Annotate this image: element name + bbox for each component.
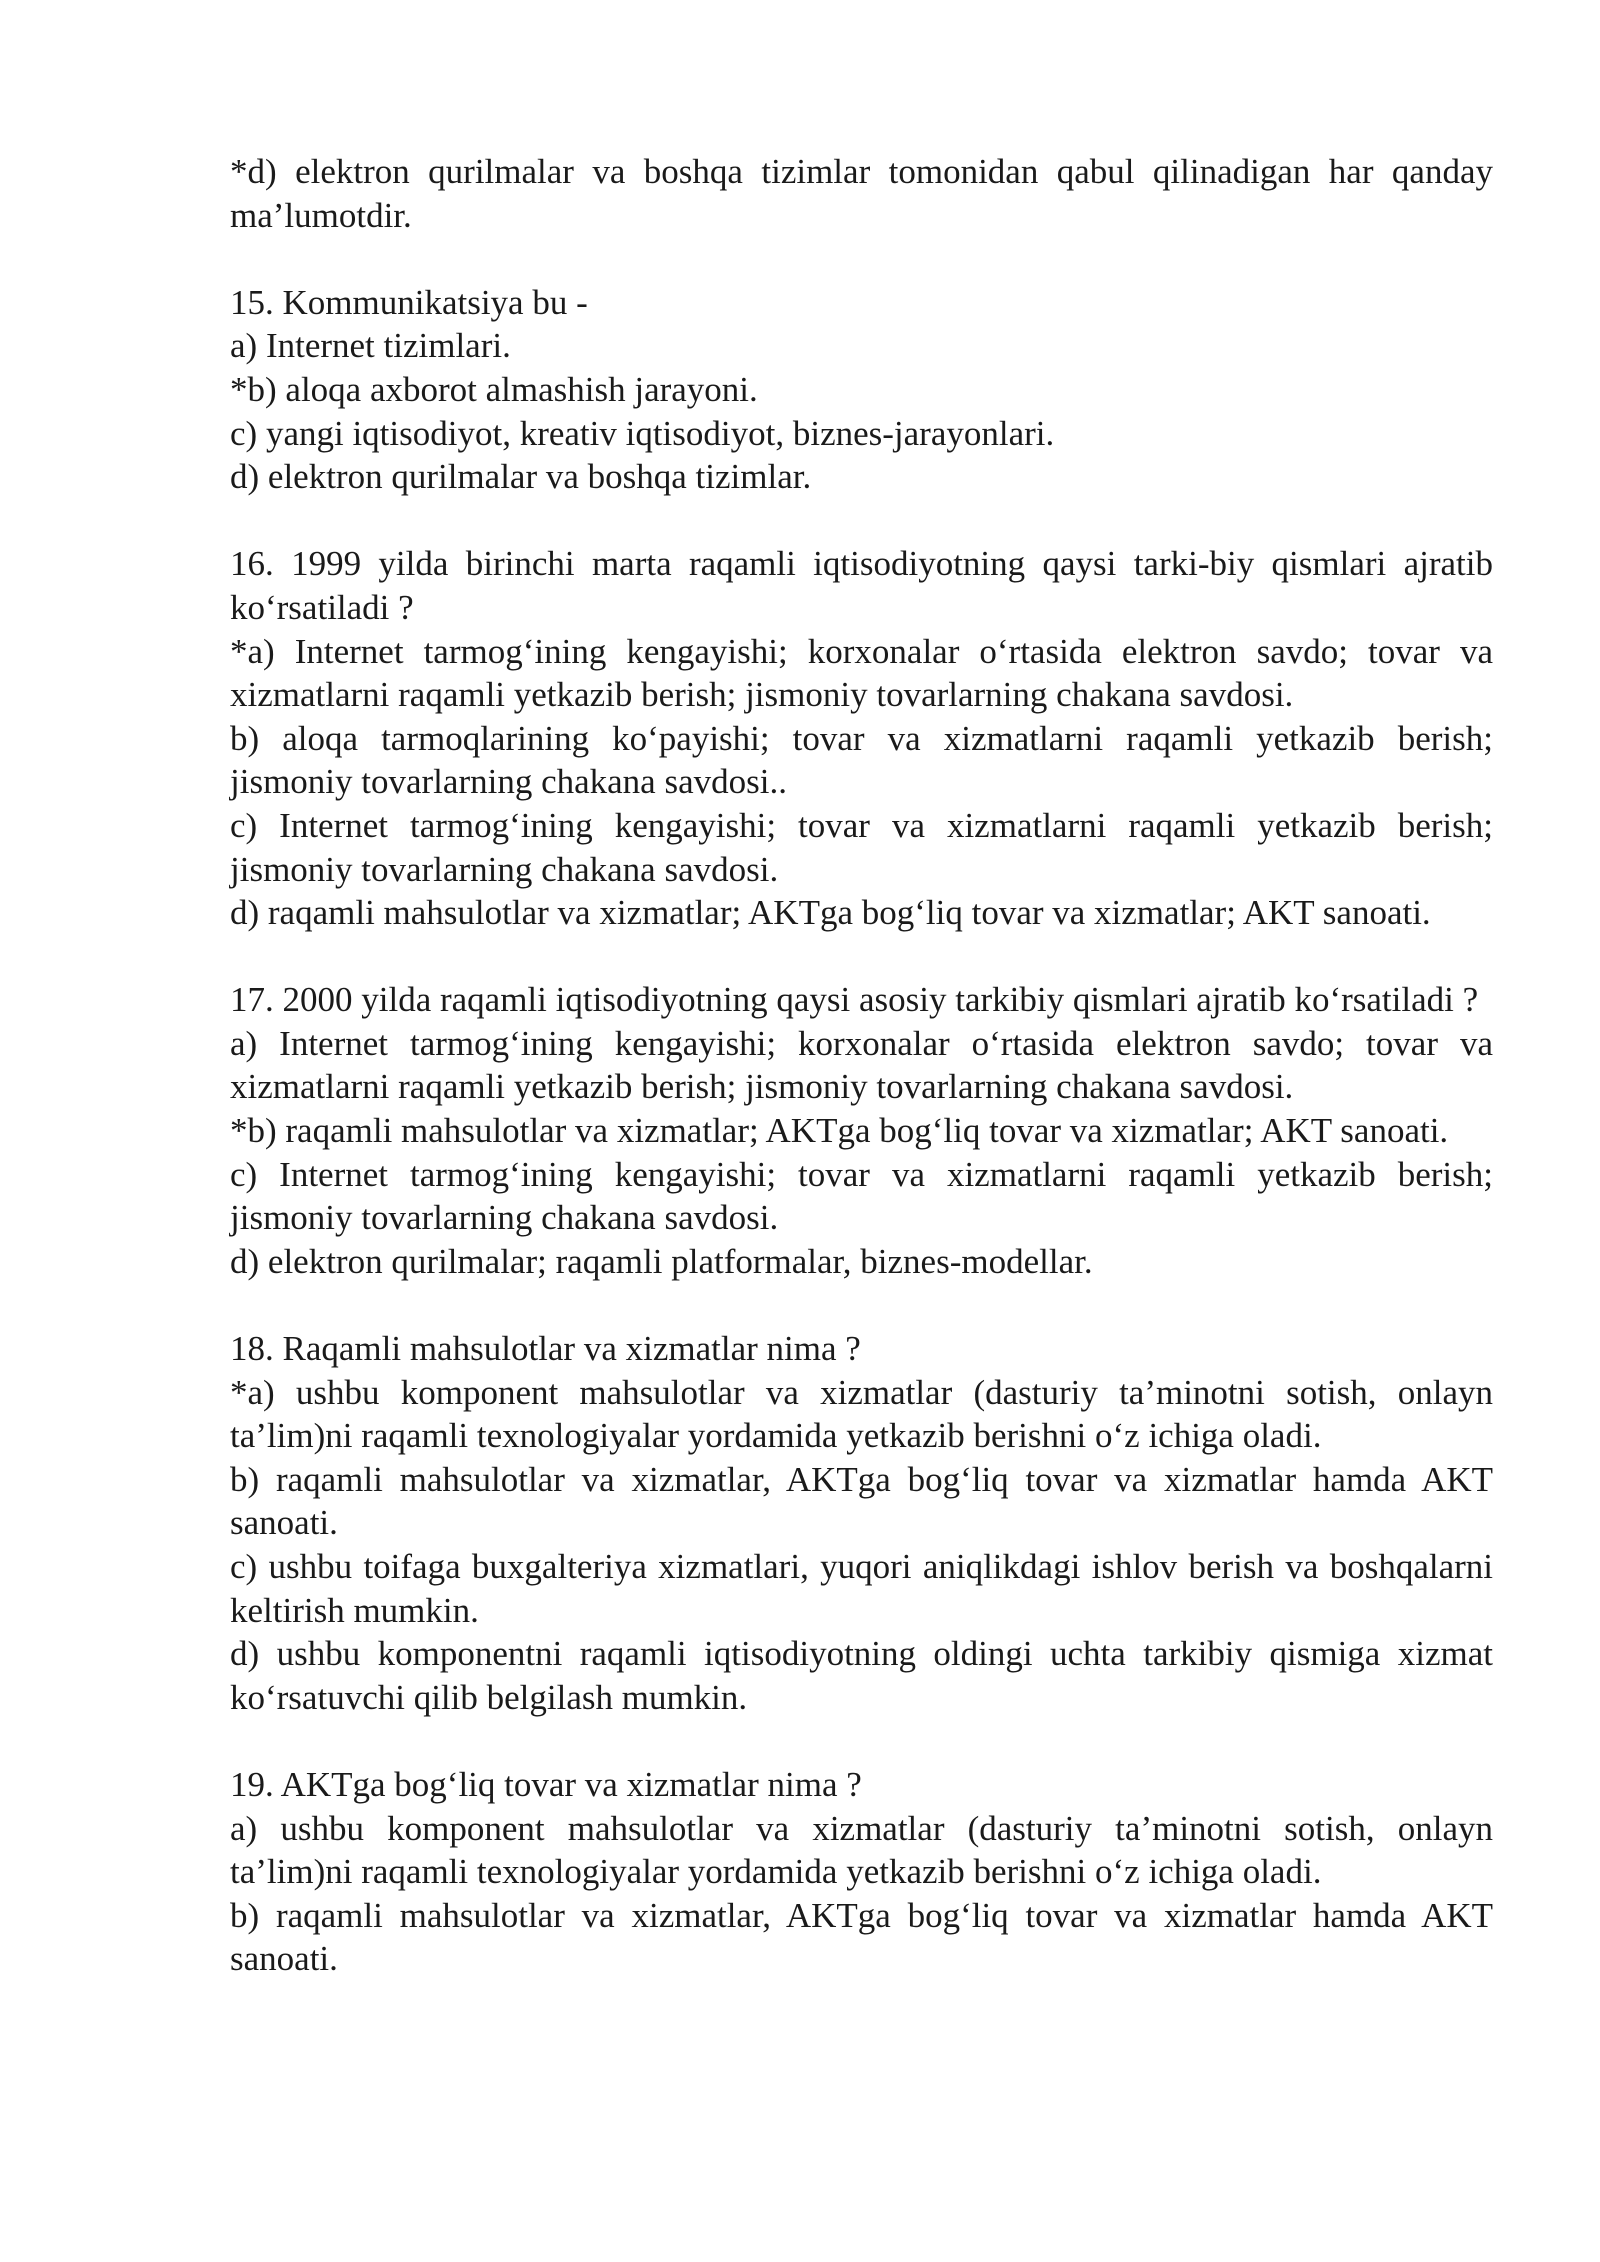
question-18 bbox=[230, 1327, 1493, 1719]
answer-option-b: b) aloqa tarmoqlarining ko‘payishi; tovar va xizmatlarni raqamli yetkazib berish; jismoniy tovarlarning chakana savdosi.. bbox=[230, 718, 1493, 802]
answer-option-d: d) elektron qurilmalar; raqamli platformalar, biznes-modellar. bbox=[230, 1241, 1093, 1281]
answer-option-d: d) elektron qurilmalar va boshqa tizimlar. bbox=[230, 457, 812, 497]
answer-option-a: *a) ushbu komponent mahsulotlar va xizmatlar (dasturiy ta’minotni sotish, onlayn ta’lim)ni raqamli texnologiyalar yordamida yetkazib berishni o‘z ichiga oladi. bbox=[230, 1372, 1493, 1456]
answer-option-b: *b) aloqa axborot almashish jarayoni. bbox=[230, 369, 758, 409]
answer-option-a: a) Internet tizimlari. bbox=[230, 326, 511, 366]
question-text: 19. AKTga bog‘liq tovar va xizmatlar nima ? bbox=[230, 1764, 862, 1804]
answer-option-d: d) ushbu komponentni raqamli iqtisodiyotning oldingi uchta tarkibiy qismiga xizmat ko‘rsatuvchi qilib belgilash mumkin. bbox=[230, 1634, 1493, 1717]
question-text: 16. 1999 yilda birinchi marta raqamli iqtisodiyotning qaysi tarki-biy qismlari ajratib ko‘rsatiladi ? bbox=[230, 544, 1493, 627]
question-19 bbox=[230, 1763, 1493, 1981]
question-text: 15. Kommunikatsiya bu - bbox=[230, 282, 588, 322]
question-17 bbox=[230, 978, 1493, 1283]
question-15 bbox=[230, 281, 1493, 499]
answer-option-a: a) Internet tarmog‘ining kengayishi; korxonalar o‘rtasida elektron savdo; tovar va xizmatlarni raqamli yetkazib berish; jismoniy tovarlarning chakana savdosi. bbox=[230, 1023, 1493, 1107]
answer-option-c: c) ushbu toifaga buxgalteriya xizmatlari, yuqori aniqlikdagi ishlov berish va boshqalarni keltirish mumkin. bbox=[230, 1547, 1493, 1630]
answer-option-b: *b) raqamli mahsulotlar va xizmatlar; AKTga bog‘liq tovar va xizmatlar; AKT sanoati. bbox=[230, 1111, 1449, 1151]
answer-option-b: b) raqamli mahsulotlar va xizmatlar, AKTga bog‘liq tovar va xizmatlar hamda AKT sanoati. bbox=[230, 1895, 1493, 1979]
question-14-tail bbox=[230, 150, 1493, 237]
answer-option-c: c) Internet tarmog‘ining kengayishi; tovar va xizmatlarni raqamli yetkazib berish; jismoniy tovarlarning chakana savdosi. bbox=[230, 805, 1493, 889]
answer-option-c: c) Internet tarmog‘ining kengayishi; tovar va xizmatlarni raqamli yetkazib berish; jismoniy tovarlarning chakana savdosi. bbox=[230, 1154, 1493, 1238]
question-text: 17. 2000 yilda raqamli iqtisodiyotning qaysi asosiy tarkibiy qismlari ajratib ko‘rsatiladi ? bbox=[230, 980, 1479, 1020]
answer-option-c: c) yangi iqtisodiyot, kreativ iqtisodiyot, biznes-jarayonlari. bbox=[230, 413, 1055, 453]
answer-option-d: *d) elektron qurilmalar va boshqa tizimlar tomonidan qabul qilinadigan har qanday ma’lumotdir. bbox=[230, 152, 1493, 235]
answer-option-d: d) raqamli mahsulotlar va xizmatlar; AKTga bog‘liq tovar va xizmatlar; AKT sanoati. bbox=[230, 893, 1431, 933]
answer-option-a: a) ushbu komponent mahsulotlar va xizmatlar (dasturiy ta’minotni sotish, onlayn ta’lim)ni raqamli texnologiyalar yordamida yetkazib berishni o‘z ichiga oladi. bbox=[230, 1808, 1493, 1892]
answer-option-a: *a) Internet tarmog‘ining kengayishi; korxonalar o‘rtasida elektron savdo; tovar va xizmatlarni raqamli yetkazib berish; jismoniy tovarlarning chakana savdosi. bbox=[230, 631, 1493, 715]
question-text: 18. Raqamli mahsulotlar va xizmatlar nima ? bbox=[230, 1329, 861, 1369]
question-16 bbox=[230, 542, 1493, 934]
answer-option-b: b) raqamli mahsulotlar va xizmatlar, AKTga bog‘liq tovar va xizmatlar hamda AKT sanoati. bbox=[230, 1459, 1493, 1543]
document-page bbox=[230, 150, 1493, 2025]
